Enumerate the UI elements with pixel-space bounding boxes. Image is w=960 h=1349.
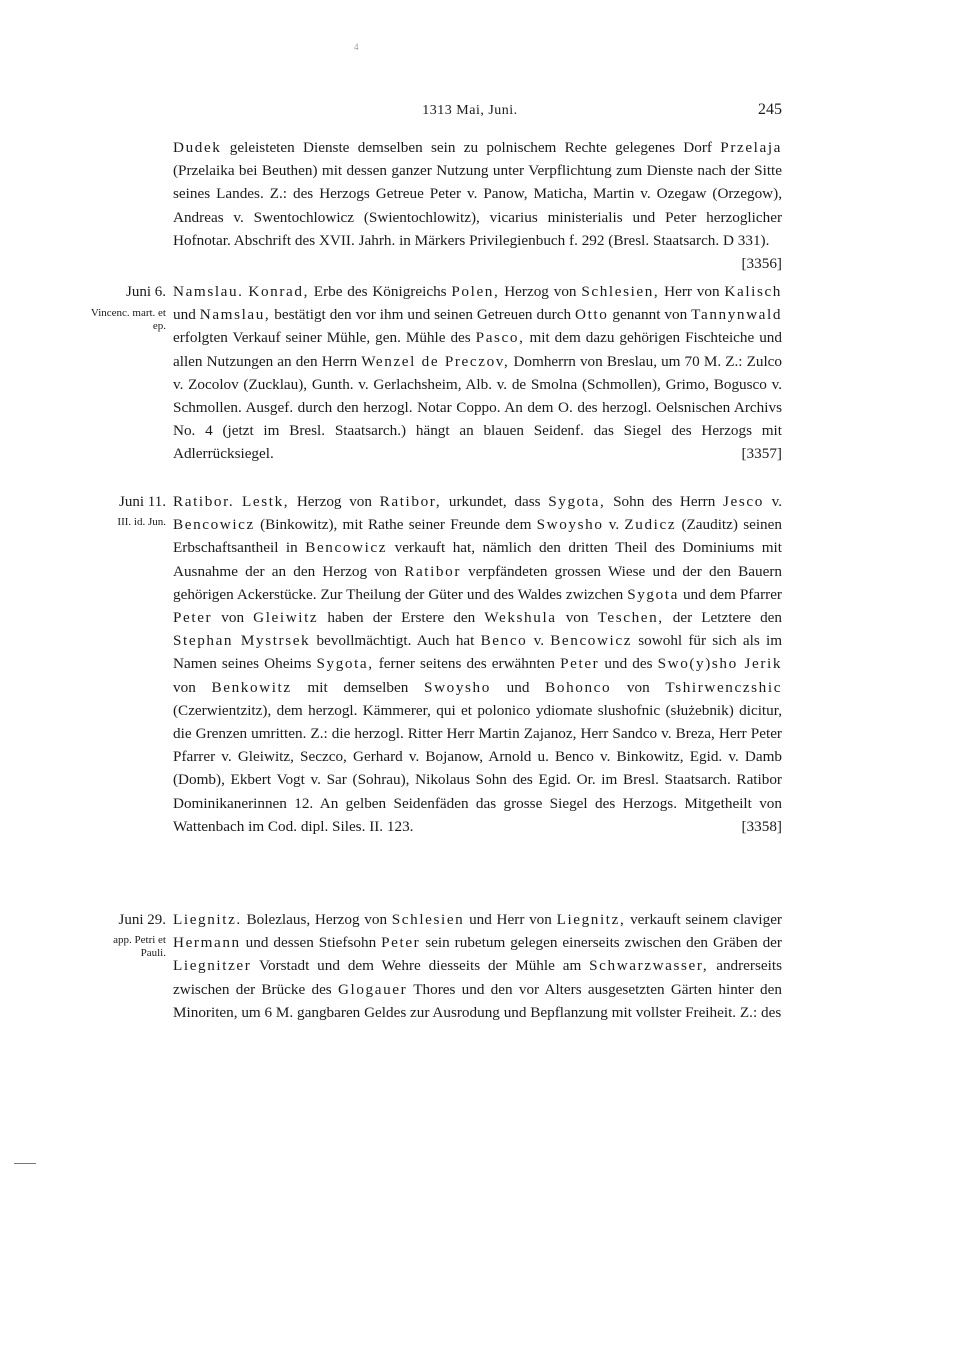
spaced-name: Polen, [451, 283, 500, 300]
continuation-text: geleisteten Dienste demselben sein zu polnischem Rechte gelegenes Dorf [221, 139, 721, 156]
spaced-name: Zudicz [624, 516, 677, 534]
entry-text: andrerseits zwischen der Brücke des [173, 957, 782, 998]
entry-feast-day: app. Petri et Pauli. [113, 934, 166, 959]
page-number: 245 [758, 101, 782, 118]
spaced-name: Otto [575, 306, 609, 324]
entry-text: und Herr von [464, 911, 557, 928]
entry-feast-day: III. id. Jun. [117, 516, 166, 528]
spaced-name: Swoysho [424, 678, 491, 696]
entry-text: genannt von [608, 306, 692, 324]
spaced-name: Kalisch [724, 283, 782, 300]
spaced-name: Teschen, [597, 609, 664, 627]
entry-text: haben der Erstere den [318, 609, 485, 627]
entry-text: v. [603, 516, 625, 534]
spaced-name: Sygota, [316, 655, 374, 673]
spaced-name: Schlesien, [581, 283, 660, 300]
document-reference-number: [3356] [741, 255, 782, 273]
spaced-name: Namslau, [199, 306, 271, 324]
spaced-name: Liegnitzer [173, 957, 252, 975]
entry-paragraph [173, 908, 782, 1024]
spaced-name: Sygota, [548, 493, 606, 510]
entry-text: von [173, 678, 212, 696]
spaced-name: Sygota [627, 585, 679, 603]
spaced-name: Bencowicz [305, 539, 388, 557]
spaced-name: Konrad, [248, 283, 309, 300]
continuation-paragraph [173, 136, 782, 275]
entry-text: (Czerwientzitz), dem herzogl. Kämmerer, qui et polonico ydiomate slushofnic (służebnik) dicitur, die Grenzen umritten. Z.: die herzogl. Ritter Herr Martin Zajanoz, Herr Sandco v. Breza, Herr Peter Pfarrer v. Gleiwitz, Seczco, Gerhard v. Bojanow, Arnold u. Benco v. Binkowitz, Egid. v. Damb (Domb), Ekbert Vogt v. Sar (Sohrau), Nikolaus Sohn des Egid. Or. im Bresl. Staatsarch. Ratibor Dominikanerinnen 12. An gelben Seidenfäden das grosse Siegel des Herzogs. Mitgetheilt von Wattenbach im Cod. dipl. Siles. II. 123. [173, 701, 782, 835]
spaced-name: Hermann [173, 934, 241, 952]
spaced-name: Ratibor, [379, 493, 442, 510]
continuation-text: Dudek [173, 139, 222, 156]
entry-text: Thores und den vor Alters ausgesetzten Gärten hinter den Minoriten, um 6 M. gangbaren Geldes zur Ausrodung und Bepflanzung mit vollster Freiheit. Z.: des [173, 980, 782, 1021]
entry-text: verkauft hat, nämlich den dritten Theil des Dominiums mit Ausnahme der an den Herzog von [173, 539, 782, 580]
entry-text: Bolezlaus, Herzog von [241, 911, 392, 928]
entry-text: von [556, 609, 598, 627]
entry-text: der Letztere den [663, 609, 783, 627]
spaced-name: Peter [173, 609, 213, 627]
spaced-name: Bencowicz [173, 516, 255, 534]
entry-text: bevollmächtigt. Auch hat [310, 632, 481, 650]
entry-text: v. [527, 632, 551, 650]
spaced-name: Swo(y)sho Jerik [657, 655, 783, 673]
continuation-text: (Przelaika bei Beuthen) mit dessen ganzer Nutzung unter Verpflichtung zum Dienste nach der Sitte seines Landes. Z.: des Herzogs Getreue Peter v. Panow, Maticha, Martin v. Ozegaw (Orzegow), Andreas v. Swentochlowicz (Swientochlowitz), vicarius ministerialis und Peter herzoglicher Hofnotar. Abschrift des XVII. Jahrh. in Märkers Privilegienbuch f. 292 (Bresl. Staatsarch. D 331). [173, 162, 782, 249]
entry-text: sowohl für sich als im Namen seines Oheims [173, 632, 783, 673]
spaced-name: Schwarzwasser, [589, 957, 709, 975]
entry-text: von [212, 609, 254, 627]
spaced-name: Peter [381, 934, 421, 952]
entry-feast-day: Vincenc. mart. et ep. [90, 307, 166, 332]
spaced-name: Benkowitz [211, 678, 292, 696]
continuation-text: Przelaja [720, 139, 782, 156]
entry-date: Juni 6. [125, 284, 166, 300]
spaced-name: Namslau. [173, 283, 244, 300]
running-title: 1313 Mai, Juni. [422, 103, 518, 118]
spaced-name: Liegnitz, [556, 911, 626, 928]
entry-text: Vorstadt und dem Wehre diesseits der Mühle am [251, 957, 590, 975]
spaced-name: Wenzel de Preczov, [361, 352, 510, 370]
spaced-name: Swoysho [536, 516, 604, 534]
document-reference-number: [3358] [741, 817, 782, 835]
entry-text: ferner seitens des erwähnten [373, 655, 561, 673]
entry-text: mit demselben [291, 678, 425, 696]
entry-text: Domherrn von Breslau, um 70 M. Z.: Zulco v. Zocolov (Zucklau), Gunth. v. Gerlachsheim, Alb. v. de Smolna (Schmollen), Grimo, Bogusco v. Schmollen. Ausgef. durch den herzogl. Notar Coppo. An dem O. des herzogl. Oelsnischen Archivs No. 4 (jetzt im Bresl. Staatsarch.) hängt an blauen Seidenf. das Siegel des Herzogs mit Adlerrücksiegel. [173, 352, 782, 463]
entry-text: Erbe des Königreichs [308, 283, 452, 300]
entry-text: v. [763, 493, 782, 510]
entry-text: urkundet, dass [441, 493, 549, 510]
spaced-name: Liegnitz. [173, 911, 242, 928]
entry-text: und dem Pfarrer [678, 585, 782, 603]
entry-text: und des [599, 655, 658, 673]
spaced-name: Gleiwitz [253, 609, 319, 627]
spaced-name: Jesco [723, 493, 764, 510]
entry-text: mit dem dazu gehörigen Fischteiche und allen Nutzungen an den Herrn [173, 329, 782, 370]
spaced-name: Peter [560, 655, 600, 673]
entry-text: bestätigt den vor ihm und seinen Getreuen durch [270, 306, 576, 324]
spaced-name: Lestk, [242, 493, 290, 510]
entry-text: verpfändeten grossen Wiese und der den Bauern gehörigen Ackerstücke. Zur Theilung der Güter und des Waldes zwizchen [173, 562, 782, 603]
spaced-name: Tannynwald [691, 306, 783, 324]
spaced-name: Bencowicz [550, 632, 633, 650]
spaced-name: Bohonco [545, 678, 612, 696]
entry-text: von [611, 678, 666, 696]
entry-date: Juni 29. [118, 912, 166, 928]
margin-rule [14, 1163, 36, 1164]
entry-text [234, 493, 242, 510]
spaced-name: Ratibor [404, 562, 461, 580]
entry-text: Herr von [659, 283, 725, 300]
spaced-name: Tshirwenczshic [665, 678, 783, 696]
spaced-name: Benco [480, 632, 528, 650]
entry-text: sein rubetum gelegen einerseits zwischen den Gräben der [420, 934, 782, 952]
entry-paragraph [173, 490, 782, 838]
entry-text: und dessen Stiefsohn [240, 934, 382, 952]
entry-text: (Zauditz) seinen Erbschaftsantheil in [173, 516, 782, 557]
entry-text: und [490, 678, 546, 696]
entry-text: verkauft seinem claviger [625, 911, 782, 928]
spaced-name: Glogauer [337, 980, 408, 998]
entry-text: Herzog von [289, 493, 380, 510]
spaced-name: Wekshula [484, 609, 557, 627]
spaced-name: Pasco, [475, 329, 525, 347]
spaced-name: Schlesien [391, 911, 465, 928]
entry-text: (Binkowitz), mit Rathe seiner Freunde dem [254, 516, 537, 534]
spaced-name: Ratibor. [173, 493, 235, 510]
entry-text: Herzog von [499, 283, 582, 300]
document-reference-number: [3357] [741, 445, 782, 463]
top-mark: 4 [354, 42, 359, 52]
spaced-name: Stephan Mystrsek [173, 632, 311, 650]
entry-date: Juni 11. [119, 494, 166, 510]
entry-paragraph [173, 280, 782, 466]
entry-text: erfolgten Verkauf seiner Mühle, gen. Mühle des [173, 329, 476, 347]
entry-text: und [173, 306, 200, 324]
entry-text: Sohn des Herrn [605, 493, 723, 510]
